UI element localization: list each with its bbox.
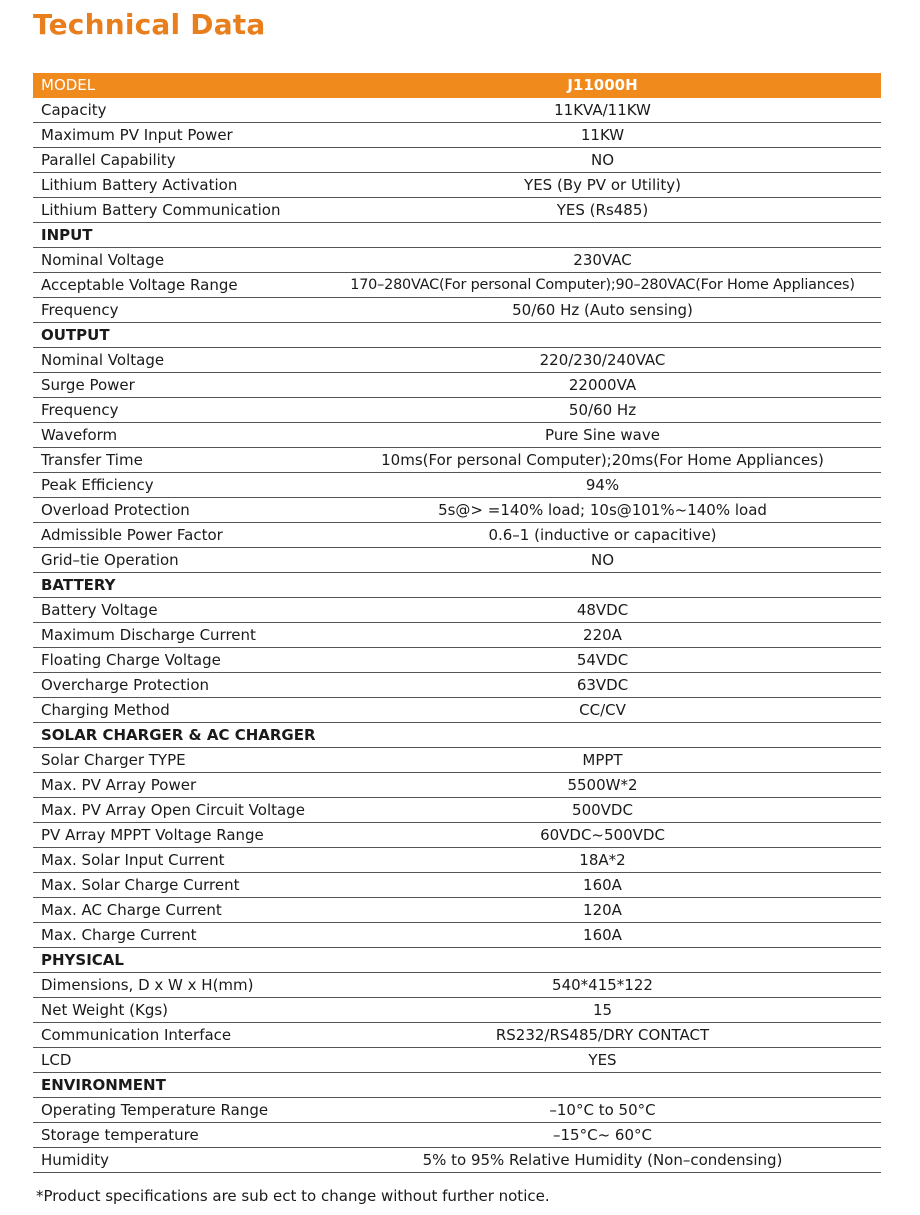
spec-value: 160A [324,873,881,898]
spec-row [33,98,881,123]
spec-label: Maximum PV Input Power [33,123,324,148]
spec-value: 160A [324,923,881,948]
spec-value: 5s@> =140% load; 10s@101%~140% load [324,498,881,523]
spec-row [33,473,881,498]
spec-table-body [33,73,881,1173]
spec-row [33,348,881,373]
spec-value: 5% to 95% Relative Humidity (Non–condensing) [324,1148,881,1173]
page-title: Technical Data [33,8,266,41]
spec-value: 60VDC~500VDC [324,823,881,848]
section-header-row [33,948,881,973]
section-header-row [33,723,881,748]
spec-row [33,748,881,773]
spec-row [33,1023,881,1048]
spec-row [33,273,881,298]
spec-value: NO [324,548,881,573]
spec-value: YES (By PV or Utility) [324,173,881,198]
section-title: BATTERY [33,573,324,598]
spec-value: Pure Sine wave [324,423,881,448]
section-value [324,948,881,973]
spec-label: Grid–tie Operation [33,548,324,573]
spec-value: 5500W*2 [324,773,881,798]
spec-label: Battery Voltage [33,598,324,623]
section-title: SOLAR CHARGER & AC CHARGER [33,723,324,748]
spec-value: 48VDC [324,598,881,623]
spec-label: Max. Solar Charge Current [33,873,324,898]
spec-label: Capacity [33,98,324,123]
spec-row [33,1123,881,1148]
spec-value: 11KW [324,123,881,148]
spec-label: Max. PV Array Power [33,773,324,798]
spec-row [33,548,881,573]
spec-value: 50/60 Hz [324,398,881,423]
spec-row [33,373,881,398]
spec-value: 15 [324,998,881,1023]
spec-value: YES [324,1048,881,1073]
spec-table [33,73,881,1173]
footnote: *Product specifications are sub ect to change without further notice. [36,1187,550,1205]
spec-label: Transfer Time [33,448,324,473]
spec-row [33,823,881,848]
spec-row [33,523,881,548]
spec-value: 0.6–1 (inductive or capacitive) [324,523,881,548]
spec-label: Frequency [33,398,324,423]
spec-label: PV Array MPPT Voltage Range [33,823,324,848]
spec-label: Nominal Voltage [33,248,324,273]
spec-row [33,298,881,323]
spec-row [33,798,881,823]
spec-label: Acceptable Voltage Range [33,273,324,298]
spec-row [33,998,881,1023]
spec-value: 18A*2 [324,848,881,873]
spec-label: Dimensions, D x W x H(mm) [33,973,324,998]
section-title: ENVIRONMENT [33,1073,324,1098]
spec-row [33,898,881,923]
spec-label: Max. PV Array Open Circuit Voltage [33,798,324,823]
spec-label: Surge Power [33,373,324,398]
spec-label: Operating Temperature Range [33,1098,324,1123]
spec-value: 170–280VAC(For personal Computer);90–280VAC(For Home Appliances) [324,273,881,298]
spec-label: Lithium Battery Communication [33,198,324,223]
section-header-row [33,1073,881,1098]
spec-label: Nominal Voltage [33,348,324,373]
spec-row [33,648,881,673]
spec-row [33,498,881,523]
spec-row [33,598,881,623]
spec-label: Max. AC Charge Current [33,898,324,923]
spec-value: MPPT [324,748,881,773]
spec-label: Waveform [33,423,324,448]
header-label: MODEL [33,73,324,98]
spec-row [33,848,881,873]
spec-label: Admissible Power Factor [33,523,324,548]
spec-row [33,423,881,448]
spec-row [33,398,881,423]
section-header-row [33,223,881,248]
section-value [324,323,881,348]
spec-label: Floating Charge Voltage [33,648,324,673]
table-header-row [33,73,881,98]
section-value [324,723,881,748]
spec-row [33,773,881,798]
spec-value: 540*415*122 [324,973,881,998]
spec-label: Overcharge Protection [33,673,324,698]
spec-label: Peak Efficiency [33,473,324,498]
spec-row [33,1048,881,1073]
section-header-row [33,573,881,598]
spec-value: CC/CV [324,698,881,723]
spec-row [33,123,881,148]
spec-value: 11KVA/11KW [324,98,881,123]
spec-value: RS232/RS485/DRY CONTACT [324,1023,881,1048]
spec-label: Net Weight (Kgs) [33,998,324,1023]
spec-value: –10°C to 50°C [324,1098,881,1123]
spec-row [33,173,881,198]
spec-value: 94% [324,473,881,498]
spec-label: Max. Charge Current [33,923,324,948]
spec-value: 120A [324,898,881,923]
spec-value: 500VDC [324,798,881,823]
spec-row [33,673,881,698]
spec-row [33,623,881,648]
spec-row [33,248,881,273]
spec-label: LCD [33,1048,324,1073]
spec-value: YES (Rs485) [324,198,881,223]
section-title: OUTPUT [33,323,324,348]
spec-value: –15°C~ 60°C [324,1123,881,1148]
spec-row [33,148,881,173]
spec-value: NO [324,148,881,173]
section-value [324,1073,881,1098]
section-value [324,573,881,598]
spec-value: 220A [324,623,881,648]
spec-value: 230VAC [324,248,881,273]
spec-row [33,198,881,223]
spec-value: 10ms(For personal Computer);20ms(For Home Appliances) [324,448,881,473]
spec-label: Communication Interface [33,1023,324,1048]
section-header-row [33,323,881,348]
spec-label: Humidity [33,1148,324,1173]
spec-label: Parallel Capability [33,148,324,173]
section-title: PHYSICAL [33,948,324,973]
spec-label: Solar Charger TYPE [33,748,324,773]
spec-label: Maximum Discharge Current [33,623,324,648]
section-title: INPUT [33,223,324,248]
spec-label: Storage temperature [33,1123,324,1148]
spec-row [33,448,881,473]
spec-label: Max. Solar Input Current [33,848,324,873]
spec-value: 54VDC [324,648,881,673]
spec-label: Frequency [33,298,324,323]
spec-row [33,1098,881,1123]
spec-label: Overload Protection [33,498,324,523]
spec-label: Charging Method [33,698,324,723]
spec-row [33,973,881,998]
spec-row [33,923,881,948]
spec-row [33,1148,881,1173]
spec-label: Lithium Battery Activation [33,173,324,198]
spec-row [33,873,881,898]
spec-value: 22000VA [324,373,881,398]
spec-value: 63VDC [324,673,881,698]
spec-row [33,698,881,723]
section-value [324,223,881,248]
header-model-value: J11000H [324,73,881,98]
spec-value: 50/60 Hz (Auto sensing) [324,298,881,323]
spec-value: 220/230/240VAC [324,348,881,373]
